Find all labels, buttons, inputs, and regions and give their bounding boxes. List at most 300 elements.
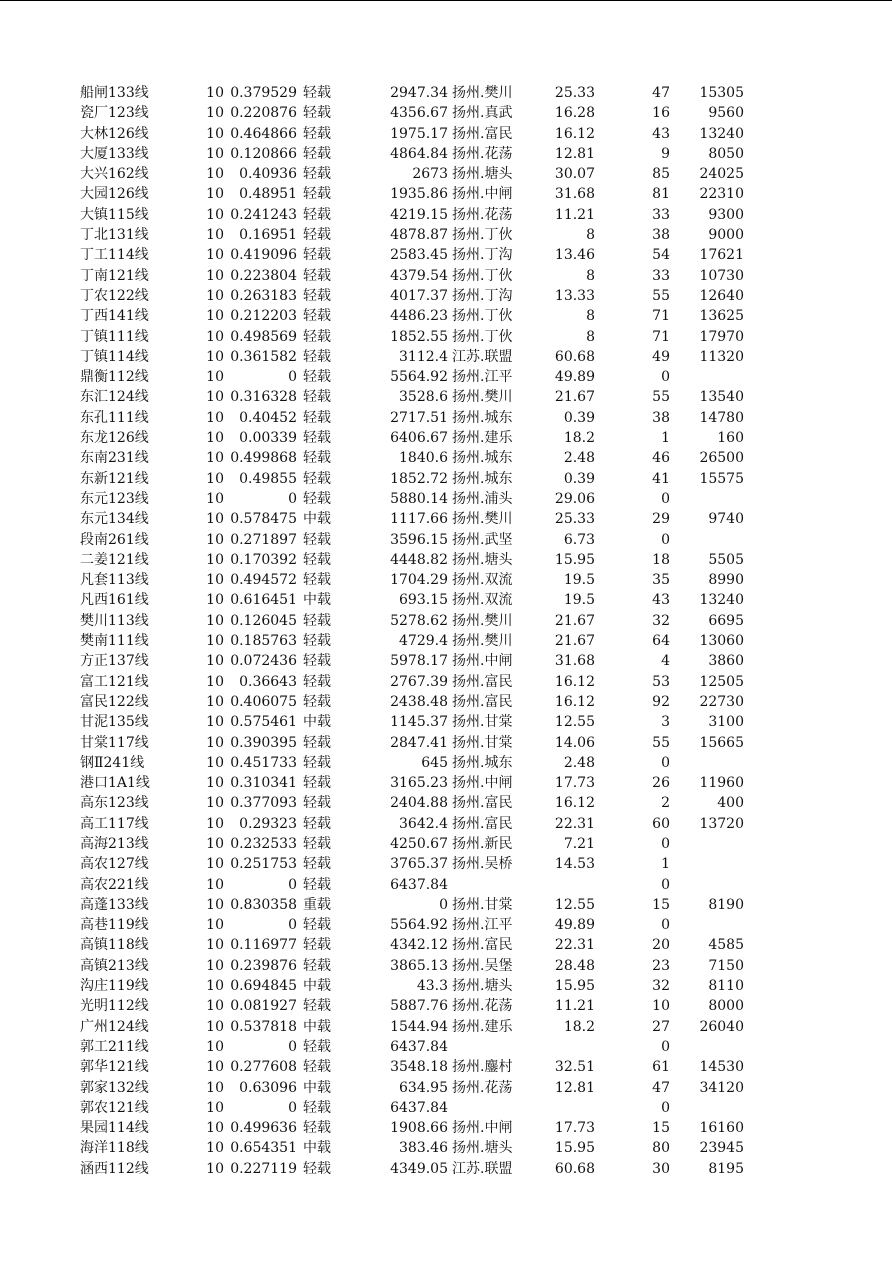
table-row	[0, 611, 892, 631]
voltage-cell: 10	[206, 450, 224, 467]
line-name-cell: 樊川113线	[80, 612, 149, 629]
count-cell: 55	[652, 287, 670, 304]
table-row	[0, 347, 892, 367]
capacity-cell: 1704.29	[390, 572, 448, 589]
substation-cell: 扬州.江平	[452, 917, 513, 934]
voltage-cell: 10	[206, 430, 224, 447]
table-row	[0, 387, 892, 407]
value-cell: 12640	[699, 287, 744, 304]
substation-cell: 扬州.中闸	[452, 1120, 513, 1137]
count-cell: 0	[661, 369, 670, 386]
substation-cell: 扬州.樊川	[452, 511, 513, 528]
distance-cell: 6.73	[563, 531, 595, 548]
table-row	[0, 1078, 892, 1098]
count-cell: 0	[661, 754, 670, 771]
count-cell: 20	[652, 937, 670, 954]
distance-cell: 16.12	[554, 125, 595, 142]
table-row	[0, 935, 892, 955]
capacity-cell: 4486.23	[390, 308, 448, 325]
count-cell: 85	[652, 166, 670, 183]
capacity-cell: 4729.4	[399, 633, 448, 650]
line-name-cell: 高农221线	[80, 876, 149, 893]
table-row	[0, 915, 892, 935]
table-row	[0, 428, 892, 448]
capacity-cell: 3548.18	[390, 1059, 448, 1076]
capacity-cell: 2847.41	[390, 734, 448, 751]
voltage-cell: 10	[206, 957, 224, 974]
distance-cell: 11.21	[554, 998, 595, 1015]
substation-cell: 扬州.花荡	[452, 998, 513, 1015]
capacity-cell: 645	[421, 754, 448, 771]
distance-cell: 60.68	[554, 348, 595, 365]
load-status-cell: 轻载	[303, 206, 331, 223]
load-ratio-cell: 0.126045	[230, 612, 297, 629]
count-cell: 55	[652, 389, 670, 406]
line-name-cell: 鼎衡112线	[80, 369, 149, 386]
distance-cell: 8	[586, 267, 595, 284]
load-status-cell: 轻载	[303, 227, 331, 244]
voltage-cell: 10	[206, 105, 224, 122]
distance-cell: 22.31	[554, 815, 595, 832]
capacity-cell: 2404.88	[390, 795, 448, 812]
table-row	[0, 164, 892, 184]
sheet-top-border	[0, 0, 892, 1]
line-name-cell: 港口1A1线	[80, 775, 150, 792]
voltage-cell: 10	[206, 693, 224, 710]
distance-cell	[530, 1098, 595, 1118]
load-status-cell: 轻载	[303, 1099, 331, 1116]
load-status-cell: 轻载	[303, 287, 331, 304]
line-name-cell: 富工121线	[80, 673, 149, 690]
capacity-cell: 1840.6	[399, 450, 448, 467]
distance-cell: 19.5	[563, 592, 595, 609]
substation-cell: 扬州.樊川	[452, 612, 513, 629]
substation-cell: 扬州.富民	[452, 693, 513, 710]
voltage-cell: 10	[206, 511, 224, 528]
capacity-cell: 5887.76	[390, 998, 448, 1015]
load-status-cell: 轻载	[303, 612, 331, 629]
count-cell: 47	[652, 1079, 670, 1096]
count-cell: 0	[661, 531, 670, 548]
voltage-cell: 10	[206, 1059, 224, 1076]
capacity-cell: 4356.67	[390, 105, 448, 122]
load-status-cell: 轻载	[303, 917, 331, 934]
distance-cell	[530, 1037, 595, 1057]
distance-cell: 8	[586, 308, 595, 325]
substation-cell: 扬州.中闸	[452, 775, 513, 792]
load-ratio-cell: 0.316328	[230, 389, 297, 406]
table-row	[0, 306, 892, 326]
distance-cell: 49.89	[554, 369, 595, 386]
line-name-cell: 高巷119线	[80, 917, 149, 934]
line-name-cell: 钢Ⅱ241线	[80, 754, 145, 771]
load-ratio-cell: 0.451733	[230, 754, 297, 771]
voltage-cell: 10	[206, 1099, 224, 1116]
count-cell: 46	[652, 450, 670, 467]
load-ratio-cell: 0.694845	[230, 978, 297, 995]
load-ratio-cell: 0.00339	[239, 430, 297, 447]
line-name-cell: 丁南121线	[80, 267, 149, 284]
load-ratio-cell: 0.212203	[230, 308, 297, 325]
substation-cell: 扬州.中闸	[452, 186, 513, 203]
value-cell: 23945	[699, 1140, 744, 1157]
capacity-cell: 4864.84	[390, 145, 448, 162]
line-name-cell: 丁工114线	[80, 247, 149, 264]
voltage-cell: 10	[206, 267, 224, 284]
load-status-cell: 轻载	[303, 551, 331, 568]
substation-cell	[452, 1037, 526, 1057]
load-status-cell: 轻载	[303, 1120, 331, 1137]
value-cell: 14780	[699, 409, 744, 426]
substation-cell: 扬州.富民	[452, 673, 513, 690]
voltage-cell: 10	[206, 389, 224, 406]
voltage-cell: 10	[206, 551, 224, 568]
load-ratio-cell: 0.49855	[239, 470, 297, 487]
substation-cell: 扬州.城东	[452, 450, 513, 467]
voltage-cell: 10	[206, 348, 224, 365]
substation-cell: 扬州.丁伙	[452, 328, 513, 345]
voltage-cell: 10	[206, 998, 224, 1015]
table-row	[0, 83, 892, 103]
line-name-cell: 大厦133线	[80, 145, 149, 162]
substation-cell: 扬州.塘头	[452, 1140, 513, 1157]
capacity-cell: 3865.13	[390, 957, 448, 974]
table-row	[0, 550, 892, 570]
substation-cell: 扬州.双流	[452, 572, 513, 589]
distance-cell: 22.31	[554, 937, 595, 954]
distance-cell: 7.21	[563, 835, 595, 852]
distance-cell: 16.12	[554, 795, 595, 812]
distance-cell: 13.33	[554, 287, 595, 304]
table-row	[0, 733, 892, 753]
distance-cell: 19.5	[563, 572, 595, 589]
voltage-cell: 10	[206, 775, 224, 792]
count-cell: 47	[652, 85, 670, 101]
load-status-cell: 轻载	[303, 1160, 331, 1177]
load-status-cell: 轻载	[303, 572, 331, 589]
distance-cell: 17.73	[554, 775, 595, 792]
load-status-cell: 轻载	[303, 998, 331, 1015]
load-ratio-cell: 0.498569	[230, 328, 297, 345]
line-name-cell: 高东123线	[80, 795, 149, 812]
line-name-cell: 高蓬133线	[80, 896, 149, 913]
distance-cell: 16.12	[554, 673, 595, 690]
distance-cell: 0.39	[563, 470, 595, 487]
value-cell: 8195	[708, 1160, 744, 1177]
distance-cell: 21.67	[554, 633, 595, 650]
voltage-cell: 10	[206, 409, 224, 426]
line-name-cell: 东元123线	[80, 490, 149, 507]
table-row	[0, 1118, 892, 1138]
table-row	[0, 327, 892, 347]
count-cell: 0	[661, 917, 670, 934]
line-name-cell: 瓷厂123线	[80, 105, 149, 122]
voltage-cell: 10	[206, 1140, 224, 1157]
line-name-cell: 丁镇114线	[80, 348, 149, 365]
count-cell: 38	[652, 227, 670, 244]
substation-cell: 扬州.富民	[452, 125, 513, 142]
voltage-cell: 10	[206, 206, 224, 223]
load-ratio-cell: 0.220876	[230, 105, 297, 122]
capacity-cell: 4017.37	[390, 287, 448, 304]
load-ratio-cell: 0.170392	[230, 551, 297, 568]
voltage-cell: 10	[206, 714, 224, 731]
line-name-cell: 高镇118线	[80, 937, 149, 954]
load-status-cell: 轻载	[303, 876, 331, 893]
voltage-cell: 10	[206, 754, 224, 771]
count-cell: 4	[661, 653, 670, 670]
capacity-cell: 2673	[412, 166, 448, 183]
table-row	[0, 225, 892, 245]
count-cell: 0	[661, 490, 670, 507]
table-row	[0, 509, 892, 529]
capacity-cell: 2717.51	[390, 409, 448, 426]
load-ratio-cell: 0.072436	[230, 653, 297, 670]
value-cell: 11960	[699, 775, 744, 792]
capacity-cell: 3112.4	[399, 348, 448, 365]
voltage-cell: 10	[206, 186, 224, 203]
table-row	[0, 286, 892, 306]
load-status-cell: 轻载	[303, 815, 331, 832]
load-ratio-cell: 0.40936	[239, 166, 297, 183]
distance-cell: 25.33	[554, 85, 595, 101]
value-cell: 15305	[699, 85, 744, 101]
substation-cell: 扬州.武坚	[452, 531, 513, 548]
distance-cell: 31.68	[554, 653, 595, 670]
line-name-cell: 大镇115线	[80, 206, 149, 223]
table-row	[0, 651, 892, 671]
distance-cell: 25.33	[554, 511, 595, 528]
count-cell: 0	[661, 1038, 670, 1055]
value-cell: 3860	[708, 653, 744, 670]
capacity-cell: 43.3	[416, 978, 448, 995]
value-cell: 400	[717, 795, 744, 812]
distance-cell: 60.68	[554, 1160, 595, 1177]
load-ratio-cell: 0.241243	[230, 206, 297, 223]
capacity-cell: 1975.17	[390, 125, 448, 142]
load-ratio-cell: 0.40452	[239, 409, 297, 426]
voltage-cell: 10	[206, 917, 224, 934]
count-cell: 29	[652, 511, 670, 528]
value-cell: 17621	[699, 247, 744, 264]
distance-cell: 13.46	[554, 247, 595, 264]
load-status-cell: 轻载	[303, 734, 331, 751]
count-cell: 18	[652, 551, 670, 568]
line-name-cell: 凡套113线	[80, 572, 149, 589]
substation-cell: 扬州.建乐	[452, 430, 513, 447]
distance-cell: 21.67	[554, 612, 595, 629]
substation-cell: 扬州.塘头	[452, 166, 513, 183]
capacity-cell: 3765.37	[390, 856, 448, 873]
value-cell: 14530	[699, 1059, 744, 1076]
value-cell: 15665	[699, 734, 744, 751]
substation-cell: 扬州.真武	[452, 105, 513, 122]
table-row	[0, 672, 892, 692]
capacity-cell: 4349.05	[390, 1160, 448, 1177]
load-status-cell: 轻载	[303, 409, 331, 426]
value-cell: 6695	[708, 612, 744, 629]
capacity-cell: 5564.92	[390, 917, 448, 934]
value-cell: 9300	[708, 206, 744, 223]
load-status-cell: 轻载	[303, 450, 331, 467]
capacity-cell: 3596.15	[390, 531, 448, 548]
line-name-cell: 富民122线	[80, 693, 149, 710]
load-ratio-cell: 0.499868	[230, 450, 297, 467]
load-ratio-cell: 0	[288, 490, 297, 507]
value-cell: 9740	[708, 511, 744, 528]
load-status-cell: 轻载	[303, 754, 331, 771]
load-status-cell: 轻载	[303, 693, 331, 710]
load-status-cell: 轻载	[303, 856, 331, 873]
capacity-cell: 1544.94	[390, 1018, 448, 1035]
line-name-cell: 东南231线	[80, 450, 149, 467]
value-cell: 22730	[699, 693, 744, 710]
value-cell: 160	[717, 430, 744, 447]
load-status-cell: 轻载	[303, 835, 331, 852]
table-row	[0, 956, 892, 976]
load-ratio-cell: 0.227119	[230, 1160, 297, 1177]
table-row	[0, 1159, 892, 1179]
substation-cell: 扬州.塘头	[452, 551, 513, 568]
table-row	[0, 530, 892, 550]
load-ratio-cell: 0.390395	[230, 734, 297, 751]
substation-cell: 扬州.樊川	[452, 389, 513, 406]
distance-cell: 30.07	[554, 166, 595, 183]
line-name-cell: 东孔111线	[80, 409, 149, 426]
substation-cell: 扬州.花荡	[452, 206, 513, 223]
count-cell: 41	[652, 470, 670, 487]
value-cell: 16160	[699, 1120, 744, 1137]
load-ratio-cell: 0	[288, 876, 297, 893]
capacity-cell: 2438.48	[390, 693, 448, 710]
count-cell: 15	[652, 896, 670, 913]
count-cell: 55	[652, 734, 670, 751]
count-cell: 1	[661, 856, 670, 873]
voltage-cell: 10	[206, 856, 224, 873]
capacity-cell: 693.15	[399, 592, 448, 609]
table-row	[0, 408, 892, 428]
count-cell: 38	[652, 409, 670, 426]
value-cell: 8110	[708, 978, 744, 995]
table-row	[0, 103, 892, 123]
distance-cell: 15.95	[554, 978, 595, 995]
value-cell: 13720	[699, 815, 744, 832]
distance-cell: 8	[586, 328, 595, 345]
line-name-cell: 丁农122线	[80, 287, 149, 304]
capacity-cell: 3528.6	[399, 389, 448, 406]
count-cell: 92	[652, 693, 670, 710]
load-ratio-cell: 0.494572	[230, 572, 297, 589]
voltage-cell: 10	[206, 937, 224, 954]
line-name-cell: 涵西112线	[80, 1160, 149, 1177]
substation-cell: 扬州.中闸	[452, 653, 513, 670]
capacity-cell: 634.95	[399, 1079, 448, 1096]
load-status-cell: 轻载	[303, 1038, 331, 1055]
table-row	[0, 205, 892, 225]
count-cell: 10	[652, 998, 670, 1015]
load-status-cell: 轻载	[303, 470, 331, 487]
load-status-cell: 轻载	[303, 490, 331, 507]
distance-cell: 2.48	[563, 450, 595, 467]
capacity-cell: 6437.84	[390, 1099, 448, 1116]
value-cell: 8190	[708, 896, 744, 913]
voltage-cell: 10	[206, 835, 224, 852]
line-name-cell: 海洋118线	[80, 1140, 149, 1157]
table-row	[0, 692, 892, 712]
substation-cell	[452, 875, 526, 895]
distance-cell: 12.81	[554, 1079, 595, 1096]
table-row	[0, 875, 892, 895]
line-name-cell: 丁北131线	[80, 227, 149, 244]
load-status-cell: 轻载	[303, 105, 331, 122]
substation-cell: 扬州.丁伙	[452, 267, 513, 284]
load-status-cell: 轻载	[303, 267, 331, 284]
table-row	[0, 1098, 892, 1118]
distance-cell	[530, 875, 595, 895]
substation-cell: 扬州.甘棠	[452, 896, 513, 913]
value-cell: 10730	[699, 267, 744, 284]
count-cell: 23	[652, 957, 670, 974]
value-cell: 15575	[699, 470, 744, 487]
distance-cell: 14.06	[554, 734, 595, 751]
count-cell: 33	[652, 267, 670, 284]
line-name-cell: 樊南111线	[80, 633, 149, 650]
load-status-cell: 轻载	[303, 308, 331, 325]
voltage-cell: 10	[206, 287, 224, 304]
substation-cell: 扬州.樊川	[452, 85, 513, 101]
value-cell: 7150	[708, 957, 744, 974]
capacity-cell: 4342.12	[390, 937, 448, 954]
value-cell: 8000	[708, 998, 744, 1015]
line-name-cell: 大林126线	[80, 125, 149, 142]
voltage-cell: 10	[206, 815, 224, 832]
count-cell: 32	[652, 612, 670, 629]
capacity-cell: 1935.86	[390, 186, 448, 203]
load-status-cell: 轻载	[303, 937, 331, 954]
distance-cell: 16.12	[554, 693, 595, 710]
substation-cell: 扬州.江平	[452, 369, 513, 386]
distance-cell: 18.2	[563, 1018, 595, 1035]
table-row	[0, 367, 892, 387]
load-ratio-cell: 0.223804	[230, 267, 297, 284]
table-row	[0, 570, 892, 590]
load-status-cell: 轻载	[303, 633, 331, 650]
load-status-cell: 轻载	[303, 348, 331, 365]
count-cell: 49	[652, 348, 670, 365]
count-cell: 30	[652, 1160, 670, 1177]
count-cell: 27	[652, 1018, 670, 1035]
count-cell: 32	[652, 978, 670, 995]
line-name-cell: 丁镇111线	[80, 328, 149, 345]
count-cell: 61	[652, 1059, 670, 1076]
voltage-cell: 10	[206, 572, 224, 589]
value-cell: 34120	[699, 1079, 744, 1096]
load-status-cell: 轻载	[303, 795, 331, 812]
value-cell	[680, 530, 744, 550]
voltage-cell: 10	[206, 876, 224, 893]
count-cell: 43	[652, 592, 670, 609]
value-cell: 4585	[708, 937, 744, 954]
line-name-cell: 郭华121线	[80, 1059, 149, 1076]
capacity-cell: 2583.45	[390, 247, 448, 264]
value-cell: 11320	[699, 348, 744, 365]
value-cell	[680, 834, 744, 854]
count-cell: 15	[652, 1120, 670, 1137]
load-ratio-cell: 0	[288, 369, 297, 386]
distance-cell: 49.89	[554, 917, 595, 934]
capacity-cell: 3165.23	[390, 775, 448, 792]
load-status-cell: 重载	[303, 896, 331, 913]
